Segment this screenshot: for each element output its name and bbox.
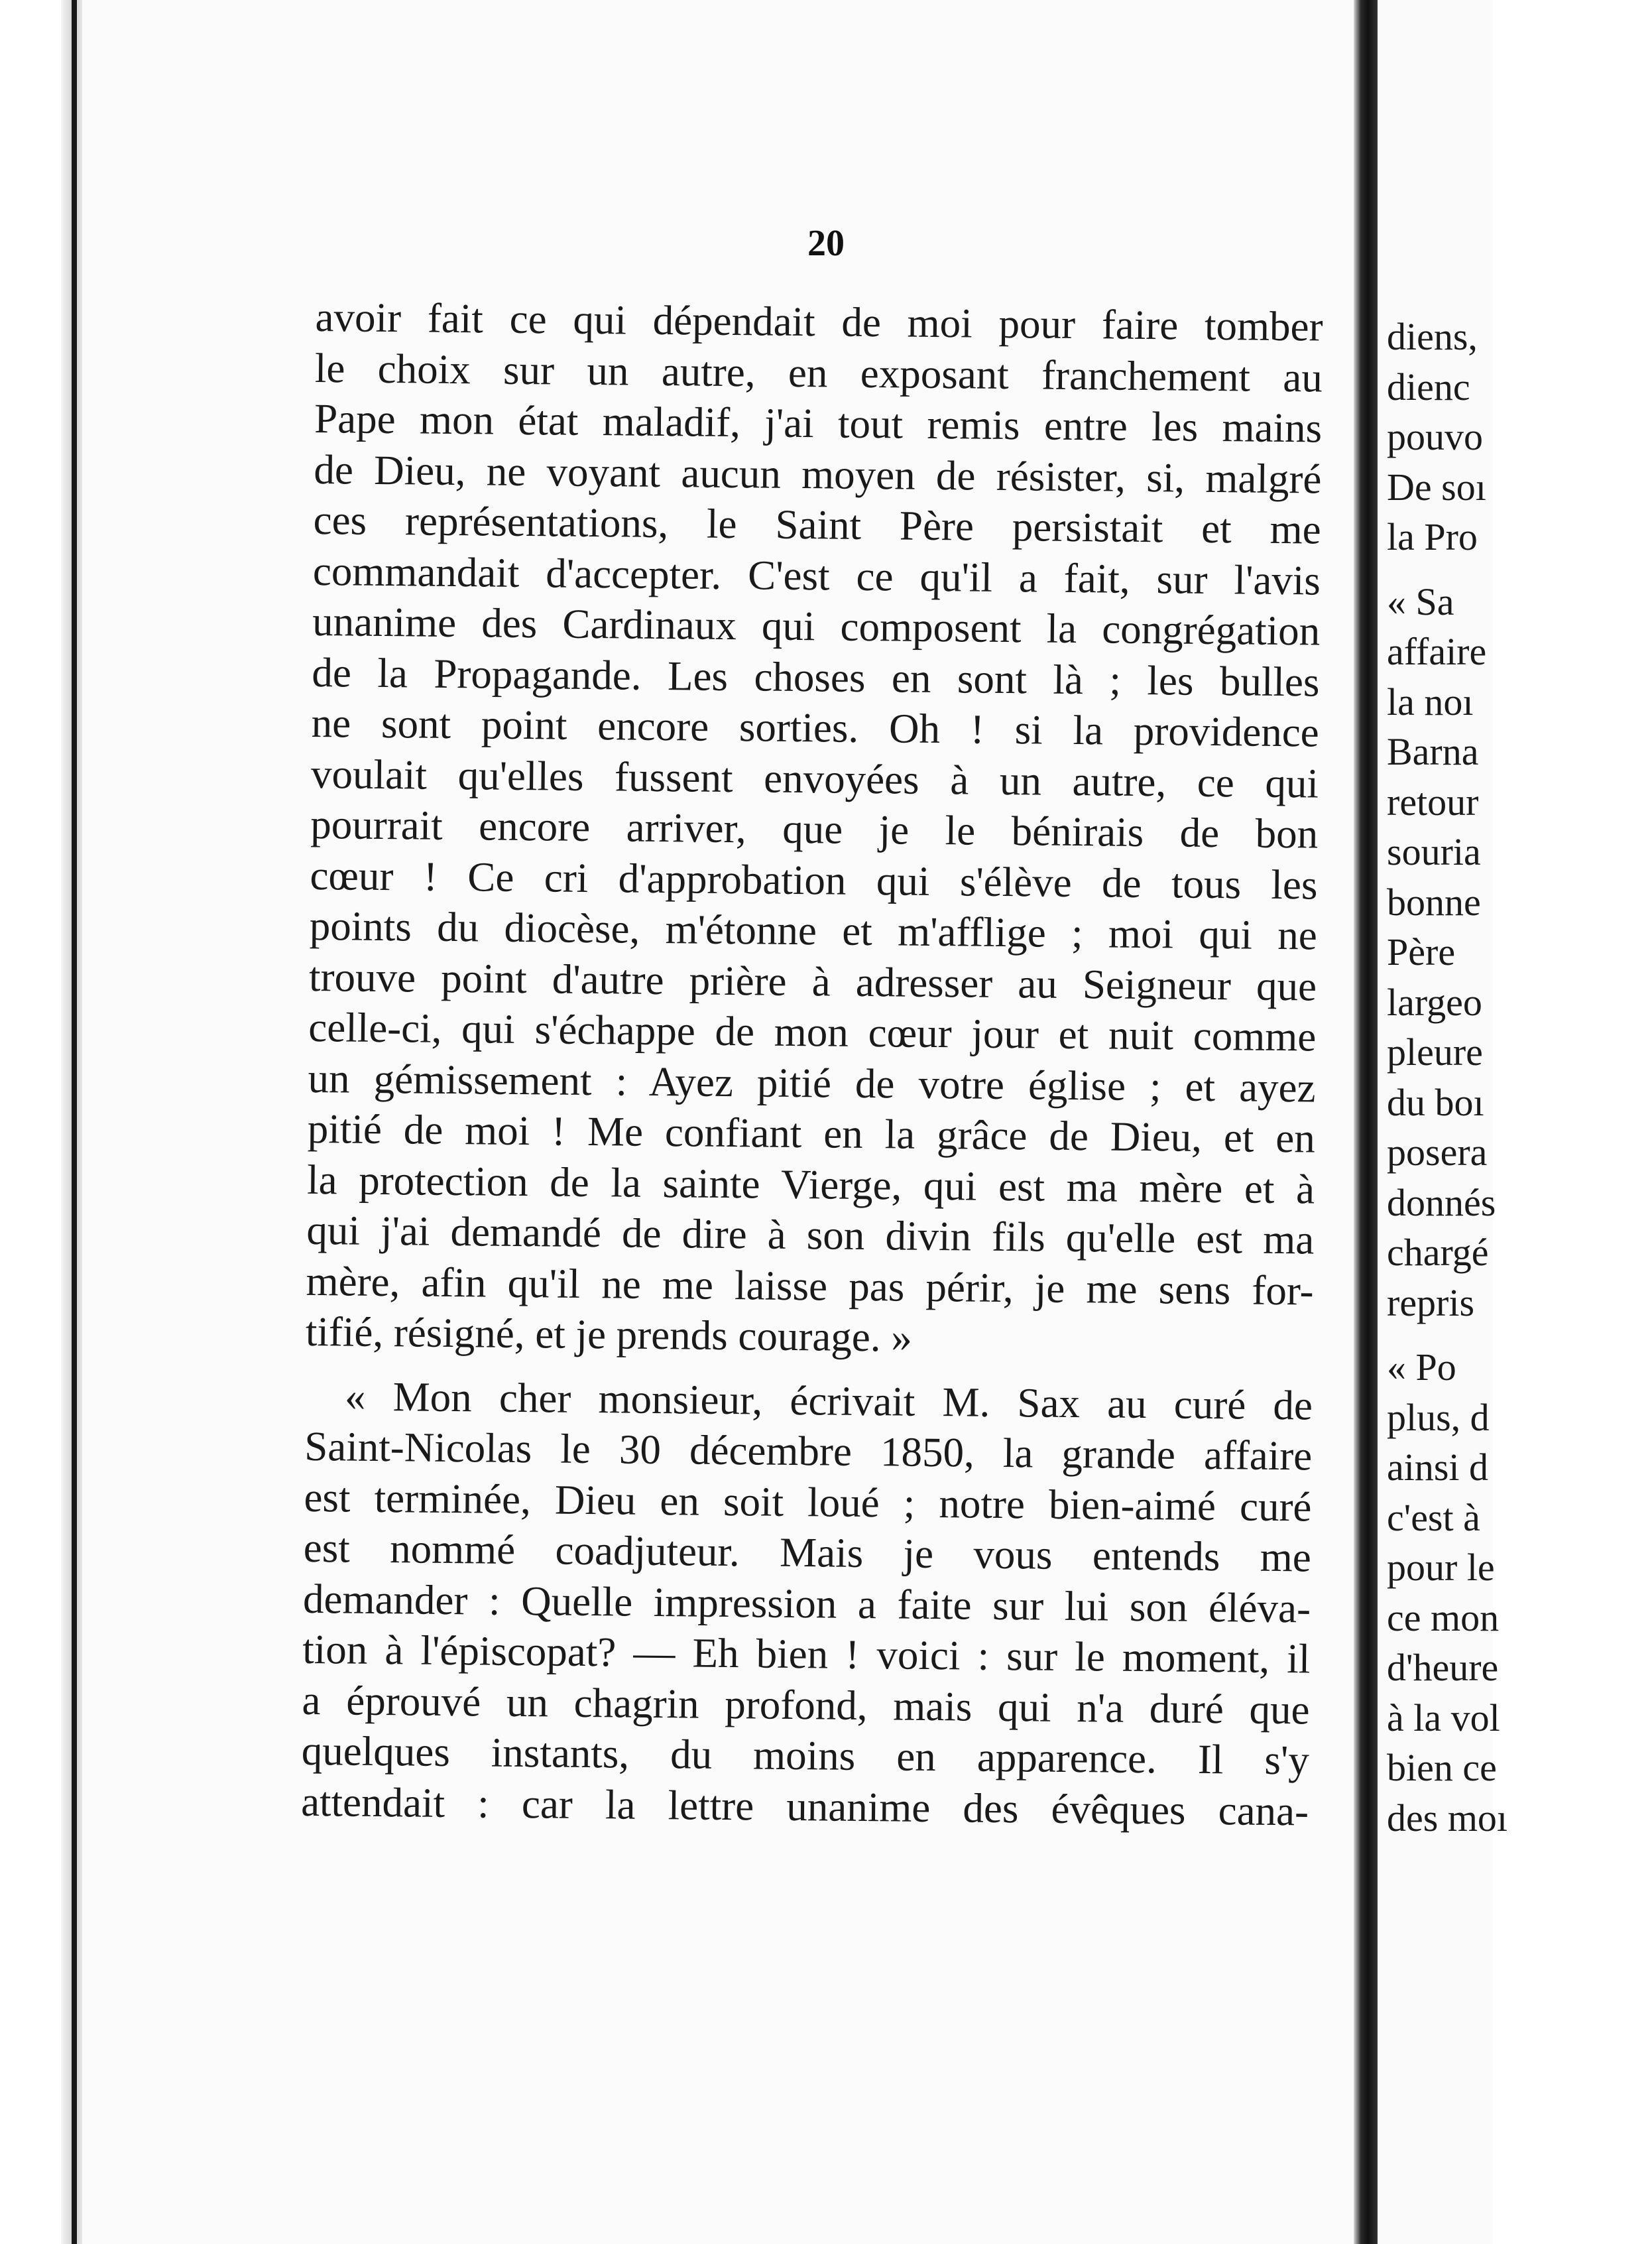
binding-gutter	[72, 0, 77, 2244]
text-line: celle-ci, qui s'échappe de mon cœur jour et nuit comme	[308, 1003, 1317, 1060]
adjacent-page	[1378, 0, 1508, 2244]
adjacent-text-line: affaire	[1387, 630, 1487, 673]
adjacent-page-text	[1387, 312, 1652, 1843]
adjacent-text-line: chargé	[1387, 1231, 1489, 1274]
text-line: points du diocèse, m'étonne et m'afflige ; moi qui ne	[309, 902, 1318, 959]
adjacent-text-line: à la vol	[1387, 1696, 1500, 1739]
adjacent-text-line: bien ce	[1387, 1746, 1497, 1789]
adjacent-text-line: ce mon	[1387, 1595, 1500, 1639]
text-line: tifié, résigné, et je prends courage. »	[305, 1308, 913, 1361]
adjacent-text-line: pour le	[1387, 1546, 1495, 1589]
adjacent-text-line: d'heure	[1387, 1646, 1499, 1689]
adjacent-text-line: De soı	[1387, 465, 1486, 509]
text-line: mère, afin qu'il ne me laisse pas périr, je me sens for-	[306, 1257, 1314, 1314]
text-line: a éprouvé un chagrin profond, mais qui n'a duré que	[302, 1676, 1310, 1733]
adjacent-text-line: bonne	[1387, 880, 1481, 924]
text-line: pourrait encore arriver, que je le bénirais de bon	[310, 800, 1319, 857]
text-line: avoir fait ce qui dépendait de moi pour faire tomber	[315, 293, 1323, 350]
text-line: qui j'ai demandé de dire à son divin fils qu'elle est ma	[306, 1206, 1315, 1263]
text-line: est nommé coadjuteur. Mais je vous entends me	[303, 1524, 1312, 1581]
text-line: tion à l'épiscopat? — Eh bien ! voici : sur le moment, il	[302, 1625, 1311, 1682]
text-line: un gémissement : Ayez pitié de votre église ; et ayez	[308, 1054, 1316, 1111]
text-line: quelques instants, du moins en apparence. Il s'y	[301, 1727, 1310, 1784]
adjacent-text-line: du boı	[1387, 1080, 1484, 1124]
text-line: trouve point d'autre prière à adresser au Seigneur que	[308, 953, 1317, 1010]
adjacent-text-line: retour	[1387, 780, 1479, 824]
adjacent-text-line: Barna	[1387, 730, 1479, 773]
adjacent-text-line: pouvo	[1387, 415, 1483, 458]
adjacent-text-line: largeo	[1387, 980, 1482, 1024]
text-line: de Dieu, ne voyant aucun moyen de résister, si, malgré	[314, 446, 1322, 503]
adjacent-text-line: la noı	[1387, 680, 1474, 723]
adjacent-text-line: la Pro	[1387, 515, 1478, 558]
text-line: voulait qu'elles fussent envoyées à un autre, ce qui	[310, 750, 1319, 807]
text-line: « Mon cher monsieur, écrivait M. Sax au curé de	[344, 1373, 1313, 1429]
adjacent-text-line: ainsi d	[1387, 1446, 1489, 1489]
text-line: Saint-Nicolas le 30 décembre 1850, la grande affaire	[304, 1422, 1313, 1479]
text-line: la protection de la sainte Vierge, qui est ma mère et à	[306, 1156, 1315, 1213]
adjacent-text-line: Père	[1387, 930, 1456, 973]
text-line: attendait : car la lettre unanime des évêques cana-	[300, 1778, 1309, 1834]
text-line: commandait d'accepter. C'est ce qu'il a fait, sur l'avis	[312, 547, 1321, 604]
text-line: est terminée, Dieu en soit loué ; notre bien-aimé curé	[304, 1473, 1312, 1530]
text-line: Pape mon état maladif, j'ai tout remis entre les mains	[314, 395, 1323, 452]
adjacent-text-line: repris	[1387, 1280, 1475, 1324]
adjacent-text-line: souria	[1387, 830, 1481, 873]
adjacent-text-line: c'est à	[1387, 1495, 1480, 1539]
text-line: unanime des Cardinaux qui composent la congrégation	[312, 597, 1321, 654]
adjacent-text-line: plus, d	[1387, 1395, 1490, 1439]
adjacent-text-line: « Po	[1387, 1345, 1456, 1389]
adjacent-text-line: diens,	[1387, 315, 1478, 358]
page-number: 20	[807, 223, 845, 264]
adjacent-text-line: des moı	[1387, 1796, 1508, 1839]
text-line: demander : Quelle impression a faite sur lui son éléva-	[302, 1575, 1311, 1631]
text-line: le choix sur un autre, en exposant franchement au	[314, 344, 1323, 401]
adjacent-text-line: pleure	[1387, 1030, 1483, 1074]
page-body-text	[301, 292, 1323, 1836]
text-line: de la Propagande. Les choses en sont là ; les bulles	[312, 649, 1320, 706]
text-line: pitié de moi ! Me confiant en la grâce de Dieu, et en	[307, 1105, 1316, 1162]
text-line: ces représentations, le Saint Père persistait et me	[313, 496, 1321, 553]
adjacent-text-line: « Sa	[1387, 580, 1454, 623]
page-edge-shadow	[1354, 0, 1378, 2244]
paragraph-gap	[1387, 1328, 1652, 1342]
adjacent-text-line: posera	[1387, 1131, 1488, 1174]
adjacent-text-line: donnés	[1387, 1180, 1496, 1224]
text-line: cœur ! Ce cri d'approbation qui s'élève de tous les	[310, 851, 1318, 908]
adjacent-text-line: dienc	[1387, 365, 1470, 408]
paragraph-gap	[1387, 562, 1652, 577]
text-line: ne sont point encore sorties. Oh ! si la providence	[311, 699, 1320, 756]
